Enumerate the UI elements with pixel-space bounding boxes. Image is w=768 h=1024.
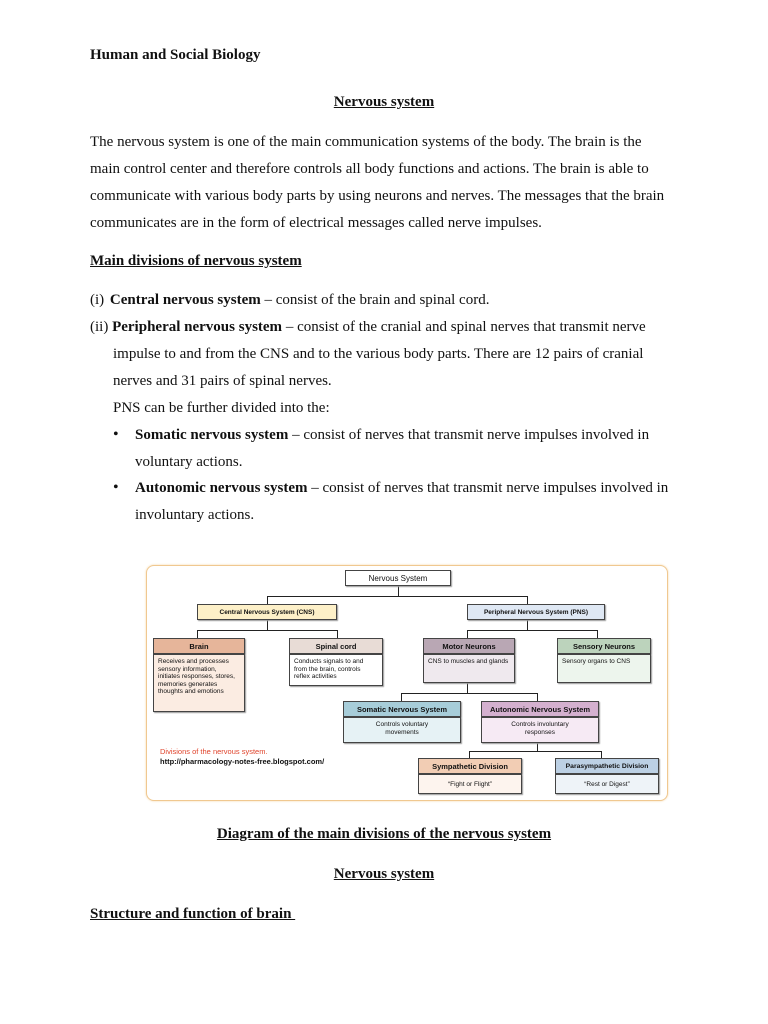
bullet-item-somatic <box>135 422 649 449</box>
brain-description: Receives and processes sensory information, initiates responses, stores, memories generates thoughts and emotions <box>153 654 245 712</box>
list-text: – consist of the brain and spinal cord. <box>260 292 490 308</box>
list-number: (ii) <box>90 319 109 335</box>
spinal-cord-description: Conducts signals to and from the brain, controls reflex activities <box>289 654 383 686</box>
list-item-cns <box>90 287 489 314</box>
pns-subdivision-line: PNS can be further divided into the: <box>113 400 330 416</box>
bullet-item-autonomic <box>135 475 668 502</box>
bullet-text: – consist of nerves that transmit nerve impulses involved in <box>307 480 669 496</box>
intro-line-3: communicate with various body parts by using neurons and nerves. The messages that the brain <box>90 188 665 204</box>
autonomic-ns-node: Autonomic Nervous System <box>481 701 599 717</box>
spinal-cord-node: Spinal cord <box>289 638 383 654</box>
nervous-system-diagram <box>146 565 668 801</box>
bullet-icon: • <box>113 479 119 496</box>
intro-paragraph <box>90 129 680 237</box>
bullet-text: – consist of nerves that transmit nerve impulses involved in <box>288 427 650 443</box>
brain-node: Brain <box>153 638 245 654</box>
bullet-item-autonomic-line2: involuntary actions. <box>135 507 255 523</box>
sympathetic-node: Sympathetic Division <box>418 758 522 774</box>
pns-node: Peripheral Nervous System (PNS) <box>467 604 605 620</box>
intro-line-4: communicates are in the form of electrical messages called nerve impulses. <box>90 215 542 231</box>
autonomic-ns-description: Controls involuntary responses <box>481 717 599 743</box>
somatic-ns-node: Somatic Nervous System <box>343 701 461 717</box>
intro-line-1: The nervous system is one of the main communication systems of the body. The brain is the <box>90 134 642 150</box>
diagram-credit: Divisions of the nervous system. <box>160 747 268 756</box>
bullet-item-somatic-line2: voluntary actions. <box>135 454 243 470</box>
bullet-term: Autonomic nervous system <box>135 480 308 496</box>
sympathetic-description: “Fight or Flight” <box>418 774 522 794</box>
somatic-ns-description: Controls voluntary movements <box>343 717 461 743</box>
page-title: Nervous system <box>333 94 435 110</box>
list-number: (i) <box>90 292 105 308</box>
sensory-neurons-node: Sensory Neurons <box>557 638 651 654</box>
diagram-caption: Diagram of the main divisions of the nervous system <box>216 826 552 842</box>
cns-node: Central Nervous System (CNS) <box>197 604 337 620</box>
motor-neurons-description: CNS to muscles and glands <box>423 654 515 683</box>
list-term: Central nervous system <box>109 292 261 308</box>
motor-neurons-node: Motor Neurons <box>423 638 515 654</box>
structure-heading: Structure and function of brain <box>90 906 296 922</box>
parasympathetic-node: Parasympathetic Division <box>555 758 659 774</box>
list-term: Peripheral nervous system <box>112 319 283 335</box>
bullet-icon: • <box>113 426 119 443</box>
list-text: – consist of the cranial and spinal nerves that transmit nerve <box>282 319 646 335</box>
intro-line-2: main control center and therefore controls all body functions and actions. The brain is able to <box>90 161 649 177</box>
document-header: Human and Social Biology <box>90 47 261 63</box>
list-item-pns-line2: impulse to and from the CNS and to the various body parts. There are 12 pairs of cranial <box>113 346 644 362</box>
list-item-pns-line3: nerves and 31 pairs of spinal nerves. <box>113 373 332 389</box>
root-node: Nervous System <box>345 570 451 586</box>
diagram-source-url: http://pharmacology-notes-free.blogspot.com/ <box>160 757 325 766</box>
list-item-pns <box>90 314 646 341</box>
section-title: Nervous system <box>333 866 435 882</box>
sensory-neurons-description: Sensory organs to CNS <box>557 654 651 683</box>
divisions-heading: Main divisions of nervous system <box>90 253 302 269</box>
bullet-term: Somatic nervous system <box>135 427 289 443</box>
parasympathetic-description: “Rest or Digest” <box>555 774 659 794</box>
